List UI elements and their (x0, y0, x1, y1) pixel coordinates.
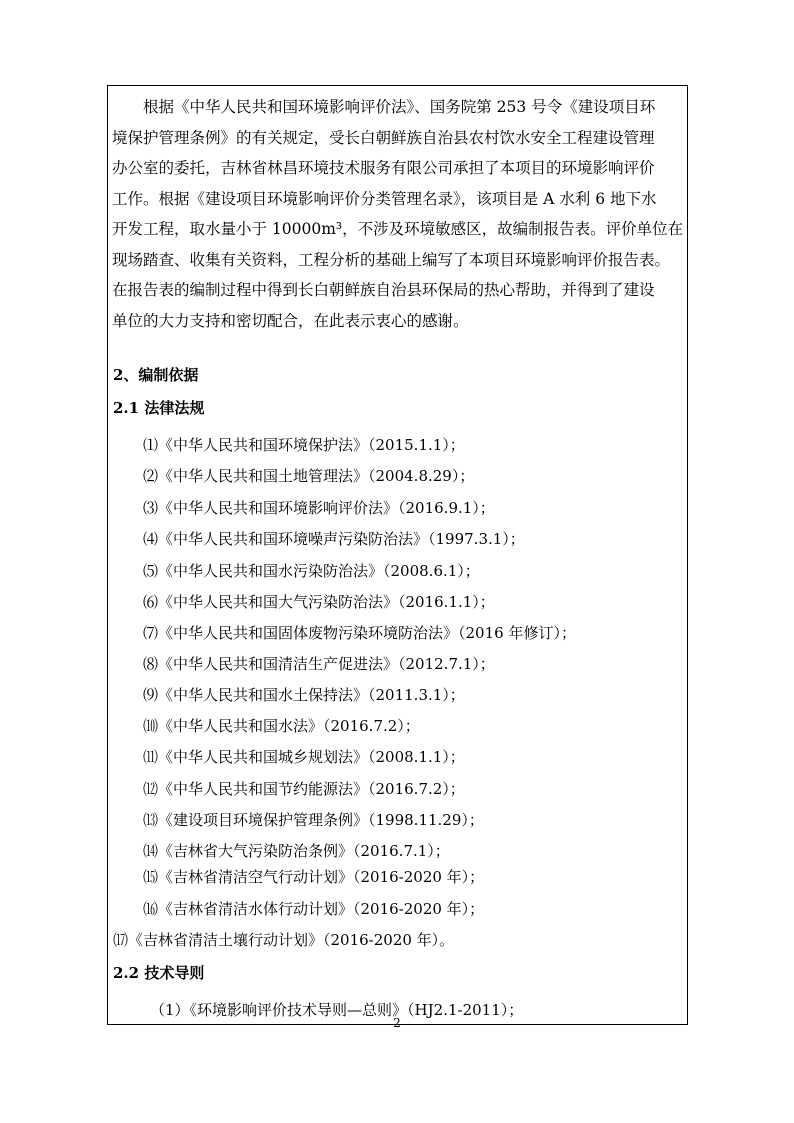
law-item: ⑶《中华人民共和国环境影响评价法》（2016.9.1）； (143, 499, 495, 517)
page-number: 2 (393, 1016, 401, 1030)
law-item: ⒂《吉林省清洁空气行动计划》（2016-2020 年）； (143, 868, 485, 886)
law-item: ⑾《中华人民共和国城乡规划法》（2008.1.1）； (143, 748, 465, 766)
intro-line: 境保护管理条例》的有关规定，受长白朝鲜族自治县农村饮水安全工程建设管理 (112, 128, 655, 147)
law-item: ⒃《吉林省清洁水体行动计划》（2016-2020 年）； (143, 900, 485, 918)
intro-line: 在报告表的编制过程中得到长白朝鲜族自治县环保局的热心帮助，并得到了建设 (112, 281, 655, 299)
section-heading-compilation-basis: 2、编制依据 (113, 366, 199, 384)
intro-line: 工作。根据《建设项目环境影响评价分类管理名录》，该项目是 A 水利 6 地下水 (112, 189, 657, 208)
law-item: ⑹《中华人民共和国大气污染防治法》（2016.1.1）； (143, 593, 495, 611)
law-item: ⑴《中华人民共和国环境保护法》（2015.1.1）； (143, 436, 465, 454)
section-heading-laws: 2.1 法律法规 (113, 399, 205, 417)
intro-line: 根据《中华人民共和国环境影响评价法》、国务院第 253 号令《建设项目环 (112, 98, 656, 116)
intro-line: 开发工程，取水量小于 10000m³，不涉及环境敏感区，故编制报告表。评价单位在 (112, 220, 684, 238)
intro-line: 现场踏查、收集有关资料，工程分析的基础上编写了本项目环境影响评价报告表。 (112, 250, 671, 269)
law-item: ⒁《吉林省大气污染防治条例》（2016.7.1）； (143, 842, 450, 860)
law-item: ⑻《中华人民共和国清洁生产促进法》（2012.7.1）； (143, 655, 495, 673)
law-item: ⑵《中华人民共和国土地管理法》（2004.8.29）； (143, 467, 475, 485)
law-item: ⑷《中华人民共和国环境噪声污染防治法》（1997.3.1）； (143, 530, 525, 548)
law-item: ⒄《吉林省清洁土壤行动计划》（2016-2020 年）。 (113, 931, 455, 949)
section-heading-technical-guidelines: 2.2 技术导则 (113, 964, 205, 982)
intro-paragraph (112, 92, 684, 336)
law-item: ⑺《中华人民共和国固体废物污染环境防治法》（2016 年修订）； (143, 624, 576, 642)
intro-line: 办公室的委托，吉林省林昌环境技术服务有限公司承担了本项目的环境影响评价 (112, 159, 655, 177)
law-item: ⒀《建设项目环境保护管理条例》（1998.11.29）； (143, 811, 484, 829)
law-item: ⑽《中华人民共和国水法》（2016.7.2）； (143, 717, 420, 735)
law-item: ⑼《中华人民共和国水土保持法》（2011.3.1）； (143, 686, 465, 704)
intro-line: 单位的大力支持和密切配合，在此表示衷心的感谢。 (112, 311, 469, 330)
law-item: ⑿《中华人民共和国节约能源法》（2016.7.2）； (143, 780, 465, 798)
law-item: ⑸《中华人民共和国水污染防治法》（2008.6.1）； (143, 562, 480, 580)
guideline-item: （1）《环境影响评价技术导则—总则》（HJ2.1-2011）； (150, 1001, 524, 1019)
